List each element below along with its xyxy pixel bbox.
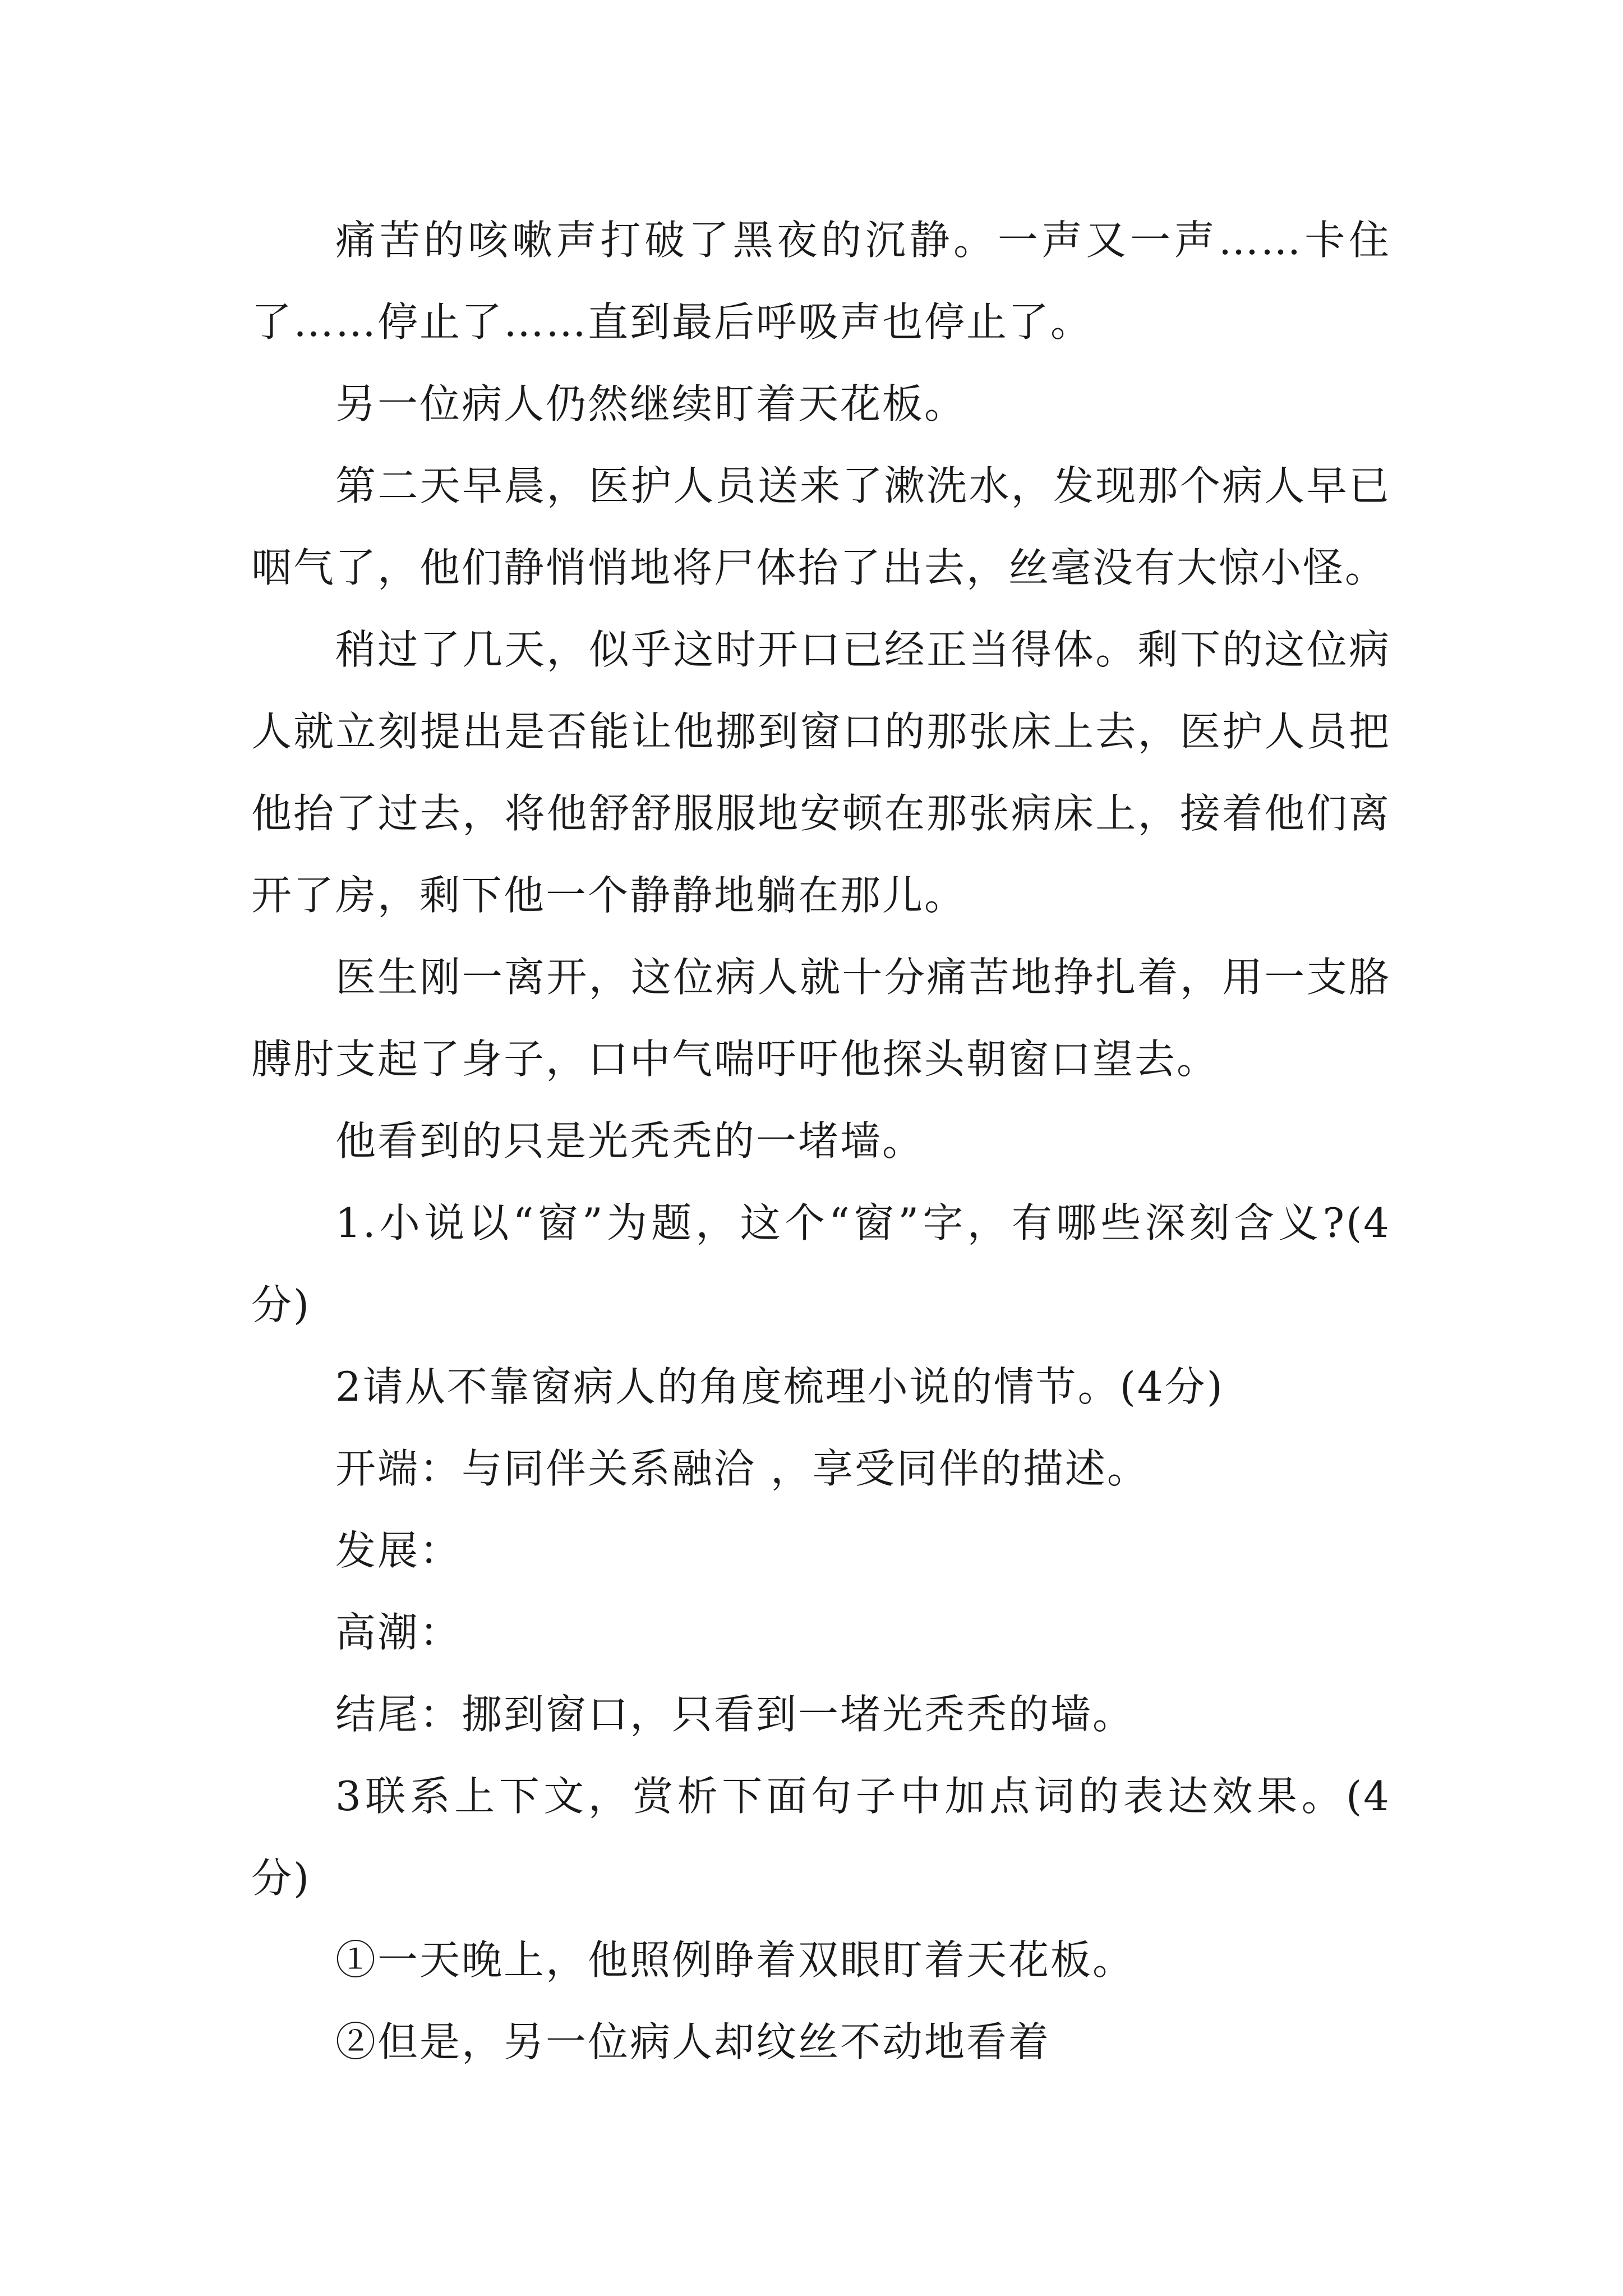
plot-opening: 开端：与同伴关系融洽 ，享受同伴的描述。 <box>335 1445 1149 1492</box>
question-2: 2请从不靠窗病人的角度梳理小说的情节。(4分) <box>335 1363 1224 1410</box>
paragraph: 第二天早晨，医护人员送来了漱洗水，发现那个病人早已咽气了，他们静悄悄地将尸体抬了出去，丝毫没有大惊小怪。 <box>251 462 1391 591</box>
question-1: 1.小说以“窗”为题，这个“窗”字，有哪些深刻含义?(4分) <box>251 1199 1391 1328</box>
plot-ending: 结尾：挪到窗口，只看到一堵光秃秃的墙。 <box>335 1691 1135 1738</box>
paragraph: 稍过了几天，似乎这时开口已经正当得体。剩下的这位病人就立刻提出是否能让他挪到窗口的那张床上去，医护人员把他抬了过去，将他舒舒服服地安顿在那张病床上，接着他们离开了房，剩下他一个静静地躺在那儿。 <box>251 626 1391 919</box>
document-body <box>251 199 1391 2083</box>
paragraph: 痛苦的咳嗽声打破了黑夜的沉静。一声又一声……卡住了……停止了……直到最后呼吸声也停止了。 <box>251 217 1391 346</box>
plot-development: 发展： <box>335 1527 462 1574</box>
paragraph: 医生刚一离开，这位病人就十分痛苦地挣扎着，用一支胳膊肘支起了身子，口中气喘吁吁他探头朝窗口望去。 <box>251 954 1391 1083</box>
paragraph: 他看到的只是光秃秃的一堵墙。 <box>335 1117 925 1165</box>
sentence-2: ②但是，另一位病人却纹丝不动地看着 <box>335 2018 1051 2065</box>
question-3: 3联系上下文，赏析下面句子中加点词的表达效果。(4分) <box>251 1773 1391 1902</box>
plot-climax: 高潮： <box>335 1609 462 1656</box>
paragraph: 另一位病人仍然继续盯着天花板。 <box>335 380 967 427</box>
sentence-1: ①一天晚上，他照例睁着双眼盯着天花板。 <box>335 1936 1135 1984</box>
